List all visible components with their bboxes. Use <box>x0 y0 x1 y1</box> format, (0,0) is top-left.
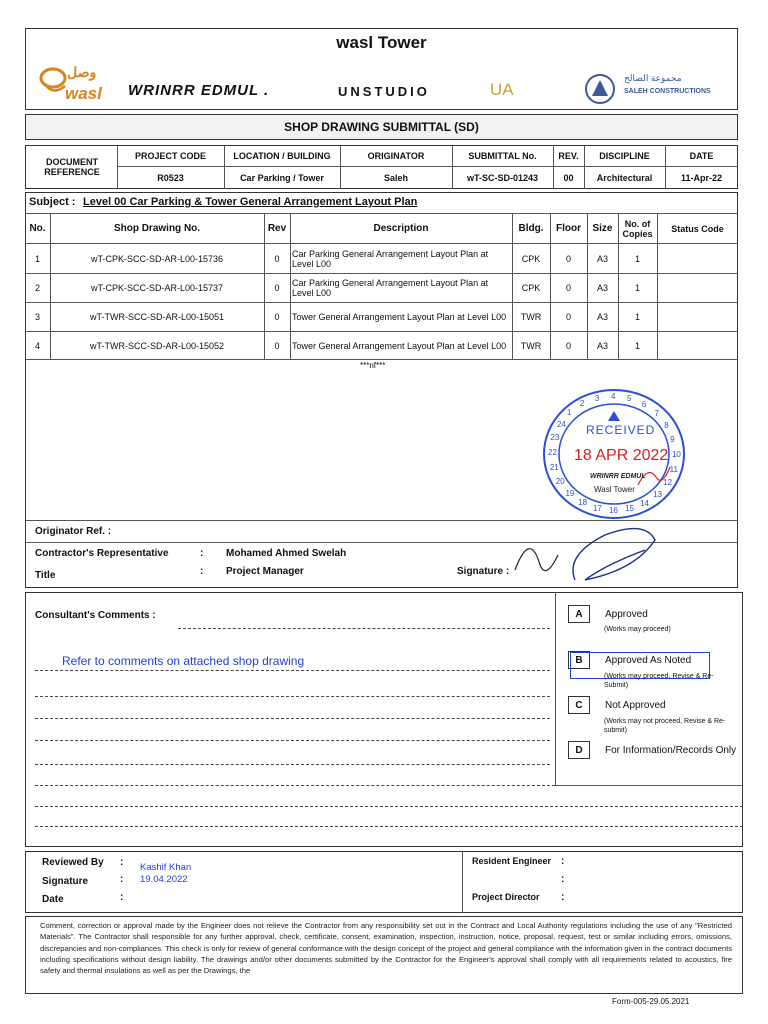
table-row-3-rev: 0 <box>274 312 280 322</box>
doc-ref-v-originator: Saleh <box>383 172 408 183</box>
stamp-number: 9 <box>670 435 675 445</box>
table-row-2-status <box>657 274 738 302</box>
wasl-text: wasl <box>65 84 102 103</box>
table-row-1-floor: 0 <box>565 253 571 264</box>
table-row-4-drawing: wT-TWR-SCC-SD-AR-L00-15052 <box>89 340 225 351</box>
table-row-4-no: 4 <box>34 340 40 351</box>
received-stamp <box>538 385 690 523</box>
table-header-no: No. <box>29 223 46 234</box>
stamp-number: 13 <box>653 489 663 499</box>
signature-logo: WRINRR EDMUL . <box>128 82 270 99</box>
table-row-1-size: A3 <box>596 253 608 264</box>
stamp-sub1-text: WRINRR EDMUL <box>590 473 646 480</box>
doc-ref-v-project-code: R0523 <box>157 172 184 183</box>
stamp-number: 19 <box>565 488 575 498</box>
originator-ref-label: Originator Ref. : <box>35 526 112 537</box>
option-b-note: (Works may proceed, Revise & Re-Submit) <box>604 673 714 689</box>
table-row-4-floor: 0 <box>565 340 571 351</box>
table-row-4-rev: 0 <box>274 340 280 351</box>
stamp-number: 11 <box>669 464 678 474</box>
signature-field-value: 19.04.2022 <box>140 874 188 885</box>
option-d-label: For Information/Records Only <box>605 745 737 756</box>
review-box <box>25 851 743 913</box>
signature-field-colon: : <box>120 874 124 885</box>
wasl-logo <box>35 62 105 106</box>
table-row-1-rev: 0 <box>274 253 280 264</box>
stamp-number: 6 <box>641 400 647 410</box>
table-row-4-size: A3 <box>596 340 608 351</box>
table-row-3-status <box>657 303 738 331</box>
table-header-description: Description <box>373 223 429 234</box>
table-row-1-copies: 1 <box>634 253 640 264</box>
table-row-1-desc: Car Parking General Arrangement Layout Plan at Level L00 <box>292 248 489 269</box>
resident-engineer-label: Resident Engineer <box>472 856 552 866</box>
option-a-box[interactable]: A <box>568 605 590 623</box>
title-value: Project Manager <box>226 566 304 577</box>
saleh-logo <box>580 72 730 106</box>
table-row-3-copies: 1 <box>634 312 640 322</box>
header-title: wasl Tower <box>336 33 427 52</box>
table-row-2-drawing: wT-CPK-SCC-SD-AR-L00-15737 <box>90 283 224 293</box>
project-director-colon: : <box>561 892 565 903</box>
table-row-1-status <box>657 244 738 273</box>
table-row-4-desc: Tower General Arrangement Layout Plan at Level L00 <box>292 340 507 351</box>
subject-text: Level 00 Car Parking & Tower General Arrangement Layout Plan <box>83 196 418 208</box>
stamp-number: 22 <box>548 448 557 458</box>
date-field-label: Date <box>42 894 64 905</box>
table-row-3-floor: 0 <box>565 312 571 322</box>
contractor-rep-label: Contractor's Representative <box>35 548 169 559</box>
stamp-number: 15 <box>625 504 634 514</box>
stamp-number: 14 <box>640 498 650 508</box>
table-row-2-copies: 1 <box>634 283 640 293</box>
table-row-1-drawing: wT-CPK-SCC-SD-AR-L00-15736 <box>90 253 224 264</box>
reviewed-by-label: Reviewed By <box>42 857 104 868</box>
table-row-3-size: A3 <box>596 312 608 322</box>
saleh-arabic-text: مجموعة الصالح <box>624 73 682 83</box>
consultant-comment: Refer to comments on attached shop drawing <box>62 654 305 668</box>
reviewed-by-value: Kashif Khan <box>140 862 192 873</box>
subject-label: Subject : <box>29 196 76 208</box>
table-row-3-drawing: wT-TWR-SCC-SD-AR-L00-15051 <box>89 312 225 322</box>
table-row-4-copies: 1 <box>634 340 640 351</box>
doc-ref-h-rev: REV. <box>558 151 579 161</box>
project-director-label: Project Director <box>472 892 540 902</box>
option-a-note: (Works may proceed) <box>604 626 671 633</box>
doc-ref-h-date: DATE <box>689 151 714 161</box>
stamp-number: 8 <box>664 421 669 431</box>
resident-engineer-colon-2: : <box>561 874 565 885</box>
table-row-1-bldg: CPK <box>521 253 541 264</box>
stamp-number: 5 <box>627 394 632 404</box>
disclaimer-text: Comment, correction or approval made by the Engineer does not relieve the Contractor from any responsibility set out in the Contract and Local Authority regulations including the use of any "Restricted Materials". The Contractor shall responsible for any further approval, check, certificate, consent, examination, inspection, instruction, notice, proposal, request, test or similar including errors, omissions, discrepancies and non-compliances. This check is only for review of general conformance with the design concept of the project and general compliance with the information given in the contract documents including specifications without design liability. The drawings and/or other documents submitted by the Contractor for the Engineer's approval shall comply with all requirements related to acoustics, fire safety and thermal insulations as well as per the Drawings, the <box>40 921 732 976</box>
option-a-label: Approved <box>605 609 648 620</box>
table-row-2-no: 2 <box>34 283 40 293</box>
title-label: Title <box>35 570 56 581</box>
consultant-label: Consultant's Comments : <box>35 610 156 621</box>
doc-ref-v-discipline: Architectural <box>596 172 653 183</box>
option-b-box[interactable]: B <box>568 651 590 669</box>
title-colon: : <box>200 566 204 577</box>
form-number: Form-005-29.05.2021 <box>612 997 690 1006</box>
wasl-arabic-text: وصل <box>67 64 97 80</box>
stamp-number: 24 <box>556 419 566 429</box>
table-header-copies: No. of Copies <box>622 218 653 239</box>
table-header-floor: Floor <box>556 223 581 234</box>
table-header-status: Status Code <box>671 223 724 234</box>
table-row-3-desc: Tower General Arrangement Layout Plan at Level L00 <box>292 312 507 322</box>
contractor-signature-mark <box>505 520 665 590</box>
option-d-box[interactable]: D <box>568 741 590 759</box>
signature-field-label: Signature <box>42 876 89 887</box>
stamp-number: 17 <box>592 503 602 513</box>
table-row-2-floor: 0 <box>565 283 571 293</box>
contractor-rep-value: Mohamed Ahmed Swelah <box>226 548 347 559</box>
stamp-number: 10 <box>671 449 681 459</box>
contractor-rep-colon: : <box>200 548 204 559</box>
table-row-2-rev: 0 <box>274 283 280 293</box>
option-c-label: Not Approved <box>605 700 666 711</box>
resident-engineer-colon: : <box>561 856 565 867</box>
doc-ref-v-rev: 00 <box>563 172 574 183</box>
doc-ref-h-submittal: SUBMITTAL No. <box>468 151 537 161</box>
stamp-number: 12 <box>663 478 673 488</box>
ua-logo: UA <box>490 80 514 99</box>
stamp-number: 18 <box>578 497 588 507</box>
doc-ref-v-submittal: wT-SC-SD-01243 <box>466 172 539 183</box>
handwritten-signature-icon <box>505 520 665 590</box>
reviewed-by-colon: : <box>120 857 124 868</box>
table-header-size: Size <box>592 223 613 234</box>
stamp-number: 16 <box>608 505 618 515</box>
table-end-mark: ***nf*** <box>360 361 386 370</box>
stamp-sub2-text: Wasl Tower <box>594 485 635 494</box>
option-c-box[interactable]: C <box>568 696 590 714</box>
table-row-1-no: 1 <box>34 253 40 264</box>
table-row-4-bldg: TWR <box>520 340 542 351</box>
stamp-number: 21 <box>549 462 559 472</box>
signature-label: Signature : <box>457 566 510 577</box>
table-row-3-bldg: TWR <box>520 312 542 322</box>
table-header-rev: Rev <box>267 223 287 234</box>
doc-ref-h-discipline: DISCIPLINE <box>599 151 650 161</box>
stamp-number: 23 <box>550 433 560 443</box>
doc-ref-h-originator: ORIGINATOR <box>367 151 425 161</box>
table-row-2-bldg: CPK <box>521 283 541 293</box>
stamp-number: 2 <box>579 399 585 409</box>
date-field-colon: : <box>120 892 124 903</box>
saleh-text: SALEH CONSTRUCTIONS <box>624 88 711 95</box>
stamp-number: 3 <box>594 393 600 403</box>
doc-ref-v-location: Car Parking / Tower <box>240 172 324 183</box>
doc-ref-v-date: 11-Apr-22 <box>680 172 723 183</box>
option-c-note: (Works may not proceed, Revise & Re- submit) <box>604 718 726 734</box>
table-row-3-no: 3 <box>34 312 40 322</box>
stamp-date-text: 18 APR 2022 <box>574 447 669 464</box>
saleh-emblem-icon <box>580 72 620 106</box>
stamp-received-text: RECEIVED <box>586 423 656 437</box>
stamp-number: 4 <box>611 392 616 401</box>
stamp-number: 7 <box>654 409 659 419</box>
doc-ref-h-project-code: PROJECT CODE <box>134 151 206 161</box>
table-row-2-size: A3 <box>596 283 608 293</box>
table-header-bldg: Bldg. <box>518 223 544 234</box>
unstudio-logo: UNSTUDIO <box>338 84 430 99</box>
stamp-number: 1 <box>566 408 572 418</box>
table-row-4-status <box>657 332 738 359</box>
stamp-number: 20 <box>555 476 565 486</box>
table-header-shop-drawing: Shop Drawing No. <box>113 223 201 234</box>
doc-ref-label: DOCUMENT REFERENCE <box>44 157 100 177</box>
option-b-label: Approved As Noted <box>605 655 692 666</box>
form-title: SHOP DRAWING SUBMITTAL (SD) <box>284 120 479 134</box>
doc-ref-h-location: LOCATION / BUILDING <box>233 151 331 161</box>
table-row-2-desc: Car Parking General Arrangement Layout Plan at Level L00 <box>292 278 489 298</box>
